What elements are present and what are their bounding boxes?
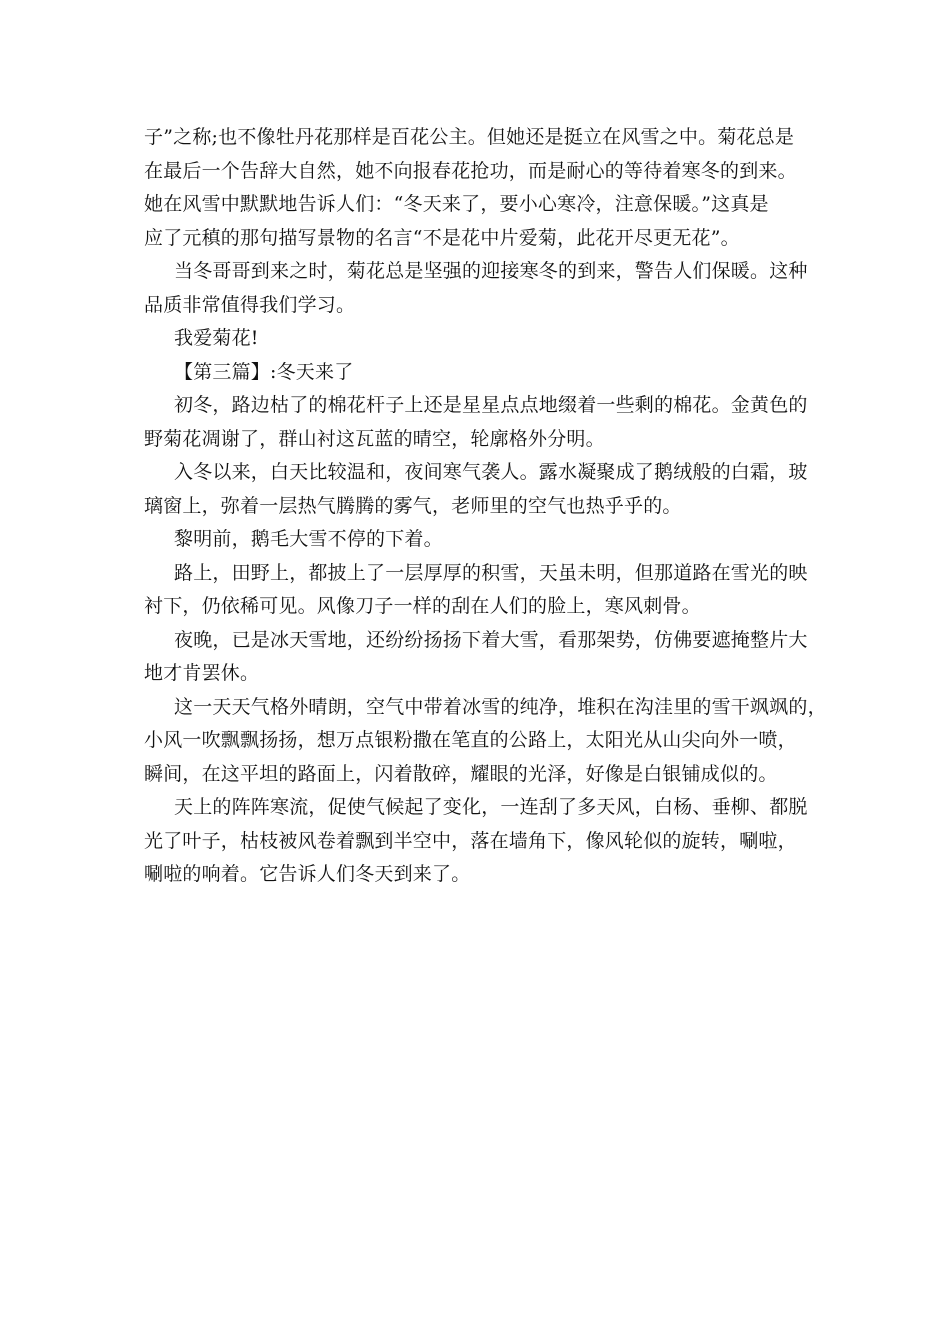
- text-line: 野菊花凋谢了，群山衬这瓦蓝的晴空，轮廓格外分明。: [144, 427, 605, 450]
- text-line: 路上，田野上，都披上了一层厚厚的积雪，天虽未明，但那道路在雪光的映: [174, 561, 808, 584]
- text-line: 我爱菊花!: [174, 327, 259, 349]
- text-line: 初冬，路边枯了的棉花杆子上还是星星点点地缀着一些剩的棉花。金黄色的: [174, 394, 808, 416]
- text-line: 衬下，仍依稀可见。风像刀子一样的刮在人们的脸上，寒风刺骨。: [144, 595, 701, 617]
- text-line: 当冬哥哥到来之时，菊花总是坚强的迎接寒冬的到来，警告人们保暖。这种: [174, 260, 808, 282]
- text-line: 夜晚，已是冰天雪地，还纷纷扬扬下着大雪，看那架势，仿佛要遮掩整片大: [174, 628, 808, 651]
- text-line: 璃窗上，弥着一层热气腾腾的雾气，老师里的空气也热乎乎的。: [144, 494, 682, 517]
- text-line: 在最后一个告辞大自然，她不向报春花抢功，而是耐心的等待着寒冬的到来。: [144, 159, 797, 182]
- text-line: 品质非常值得我们学习。: [144, 293, 356, 316]
- document-text-body: [144, 121, 827, 892]
- text-line: 光了叶子，枯枝被风卷着飘到半空中，落在墙角下，像风轮似的旋转，唰啦，: [144, 829, 797, 852]
- text-line: 地才肯罢休。: [144, 662, 260, 684]
- text-line: 她在风雪中默默地告诉人们：“冬天来了，要小心寒冷，注意保暖。”这真是: [144, 193, 769, 215]
- text-line: 这一天天气格外晴朗，空气中带着冰雪的纯净，堆积在沟洼里的雪干飒飒的，: [174, 695, 827, 718]
- text-line: 应了元稹的那句描写景物的名言“不是花中片爱菊，此花开尽更无花”。: [144, 226, 740, 249]
- text-line: 唰啦的响着。它告诉人们冬天到来了。: [144, 863, 471, 885]
- text-line: 子”之称;也不像牡丹花那样是百花公主。但她还是挺立在风雪之中。菊花总是: [144, 126, 795, 148]
- text-line: 瞬间，在这平坦的路面上，闪着散碎，耀眼的光泽，好像是白银铺成似的。: [144, 762, 778, 785]
- section-heading: 【第三篇】:冬天来了: [174, 360, 354, 383]
- text-line: 入冬以来，白天比较温和，夜间寒气袭人。露水凝聚成了鹅绒般的白霜，玻: [174, 461, 808, 483]
- text-line: 黎明前，鹅毛大雪不停的下着。: [174, 528, 443, 550]
- text-line: 天上的阵阵寒流，促使气候起了变化，一连刮了多天风，白杨、垂柳、都脱: [174, 796, 808, 818]
- text-line: 小风一吹飘飘扬扬，想万点银粉撒在笔直的公路上，太阳光从山尖向外一喷，: [144, 729, 797, 751]
